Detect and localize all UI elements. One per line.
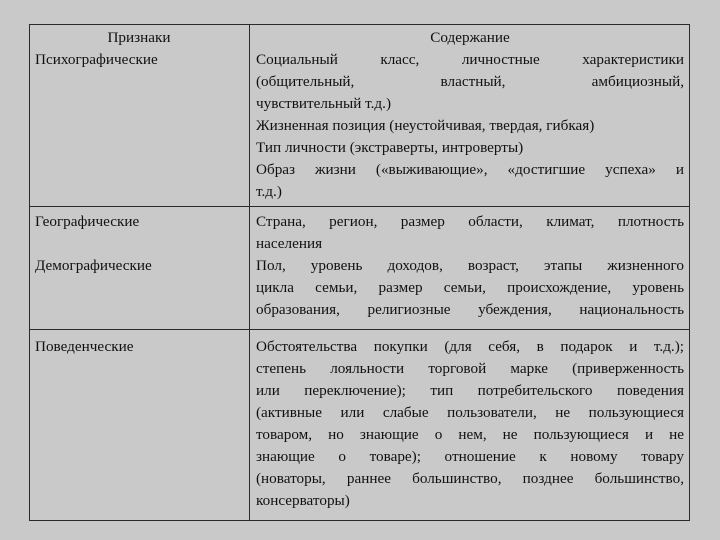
content-line: Обстоятельства покупки (для себя, в подарок и т.д.); [256,338,684,355]
row-sign-behavioral: Поведенческие [35,338,134,355]
content-line: (общительный, властный, амбициозный, [256,73,684,90]
content-line: Образ жизни («выживающие», «достигшие успеха» и [256,161,684,178]
content-line: или переключение); тип потребительского поведения [256,382,684,399]
content-line: товаром, но знающие о нем, не пользующиеся и не [256,426,684,443]
header-signs-cell [35,27,243,71]
content-line: Страна, регион, размер области, климат, плотность [256,213,684,230]
content-line: Жизненная позиция (неустойчивая, твердая, гибкая) [256,117,595,134]
content-line: цикла семьи, размер семьи, происхождение, уровень [256,279,684,296]
content-line: Социальный класс, личностные характеристики [256,51,684,68]
content-line: знающие о товаре); отношение к новому товару [256,448,684,465]
row-sign-cell [35,255,243,277]
content-line: (новаторы, раннее большинство, позднее большинство, [256,470,684,487]
content-line: населения [256,235,323,252]
content-line: т.д.) [256,183,282,200]
row-sign-geographic: Географические [35,213,140,230]
row-divider [30,206,689,207]
row-content-cell [256,336,684,512]
column-divider [249,25,250,520]
row-sign-cell [35,336,243,358]
content-line: Тип личности (экстраверты, интроверты) [256,139,524,156]
content-line: чувствительный т.д.) [256,95,392,112]
content-line: степень лояльности торговой марке (приверженность [256,360,684,377]
content-line: образования, религиозные убеждения, национальность [256,301,684,318]
segmentation-table [29,24,690,521]
content-line: консерваторы) [256,492,350,509]
row-content-cell [256,211,684,255]
content-line: Пол, уровень доходов, возраст, этапы жизненного [256,257,684,274]
row-divider [30,329,689,330]
row-sign-cell [35,211,243,233]
row-sign-demographic: Демографические [35,257,152,274]
header-content: Содержание [430,29,510,46]
row-content-cell [256,255,684,321]
header-signs: Признаки [107,29,171,46]
row-sign-psychographic: Психографические [35,51,158,68]
header-content-cell [256,27,684,203]
content-line: (активные или слабые пользователи, не пользующиеся [256,404,684,421]
